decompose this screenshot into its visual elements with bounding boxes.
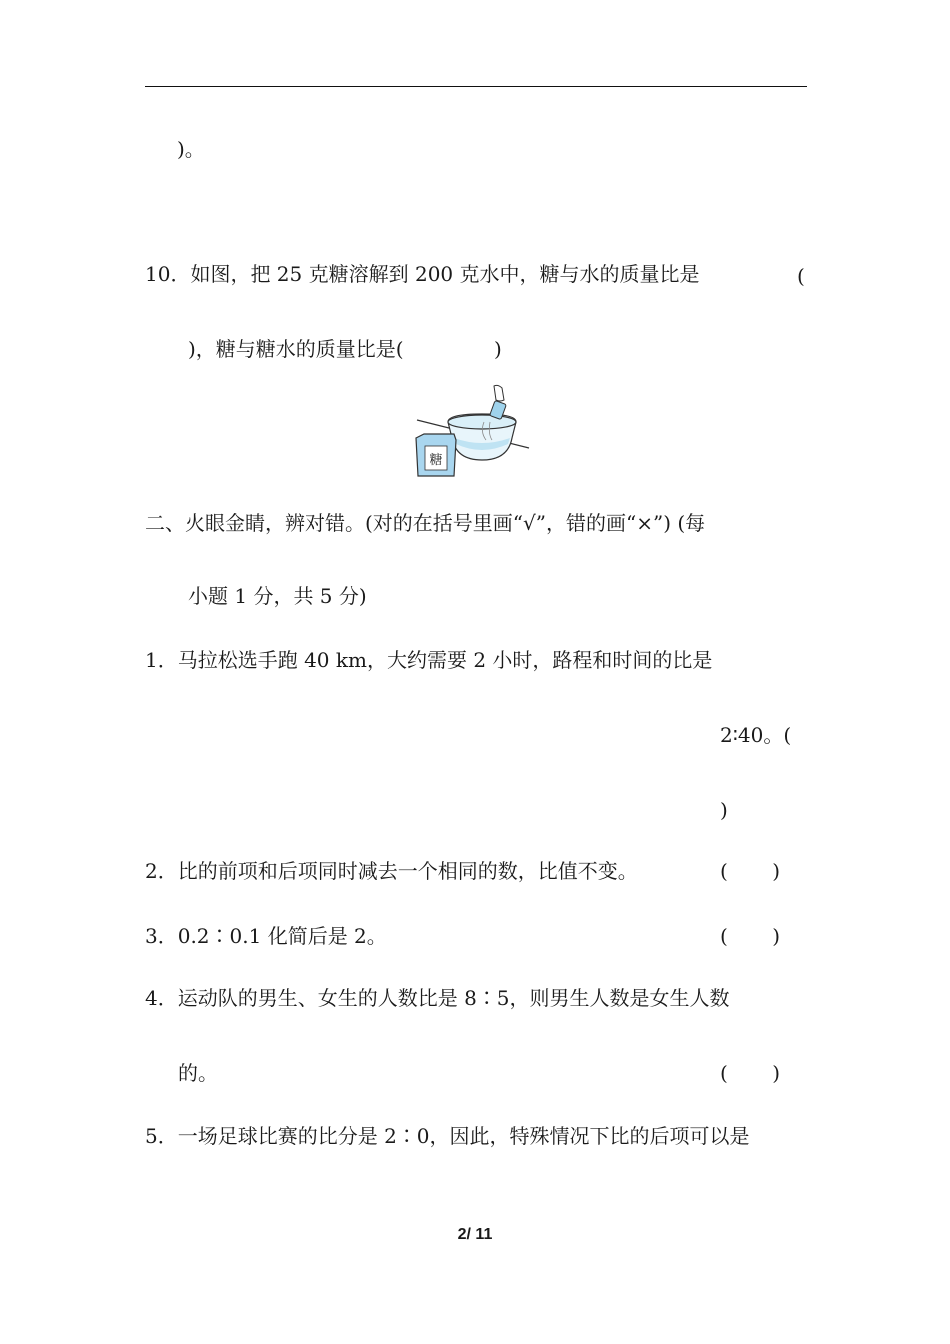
q10-close-paren: ): [494, 337, 502, 361]
item2-answer-parens[interactable]: [720, 859, 780, 883]
q10-line1: 10．如图，把 25 克糖溶解到 200 克水中，糖与水的质量比是: [145, 262, 700, 286]
item4-answer-parens[interactable]: [720, 1061, 780, 1085]
close-paren: ): [772, 1061, 780, 1085]
item5-line1: 5．一场足球比赛的比分是 2∶0，因此，特殊情况下比的后项可以是: [145, 1124, 750, 1148]
close-paren: ): [772, 924, 780, 948]
open-paren: (: [720, 924, 728, 948]
item1-line1: 1．马拉松选手跑 40 km，大约需要 2 小时，路程和时间的比是: [145, 648, 713, 672]
section2-subheading: 小题 1 分，共 5 分): [188, 584, 367, 608]
item2-text: 2．比的前项和后项同时减去一个相同的数，比值不变。: [145, 859, 638, 883]
q10-line2: )，糖与糖水的质量比是(: [188, 337, 404, 361]
header-rule: [145, 86, 807, 87]
section2-heading: 二、火眼金睛，辨对错。(对的在括号里画“√”，错的画“×”) (每: [145, 511, 706, 535]
sugar-dissolving-figure: [412, 382, 532, 482]
item1-close-paren: ): [720, 798, 728, 822]
open-paren: (: [720, 859, 728, 883]
open-paren: (: [720, 1061, 728, 1085]
sugar-bag-label: 糖: [429, 453, 443, 468]
item4-line1: 4．运动队的男生、女生的人数比是 8∶5，则男生人数是女生人数: [145, 986, 730, 1010]
item3-answer-parens[interactable]: [720, 924, 780, 948]
item1-line2: 2∶40。(: [720, 723, 792, 747]
q10-open-paren: (: [797, 264, 805, 288]
item4-line2: 的。: [178, 1061, 218, 1085]
page-number: 2/ 11: [457, 1226, 493, 1243]
continued-answer-fragment: )。: [177, 137, 205, 161]
item3-text: 3．0.2∶0.1 化简后是 2。: [145, 924, 387, 948]
close-paren: ): [772, 859, 780, 883]
